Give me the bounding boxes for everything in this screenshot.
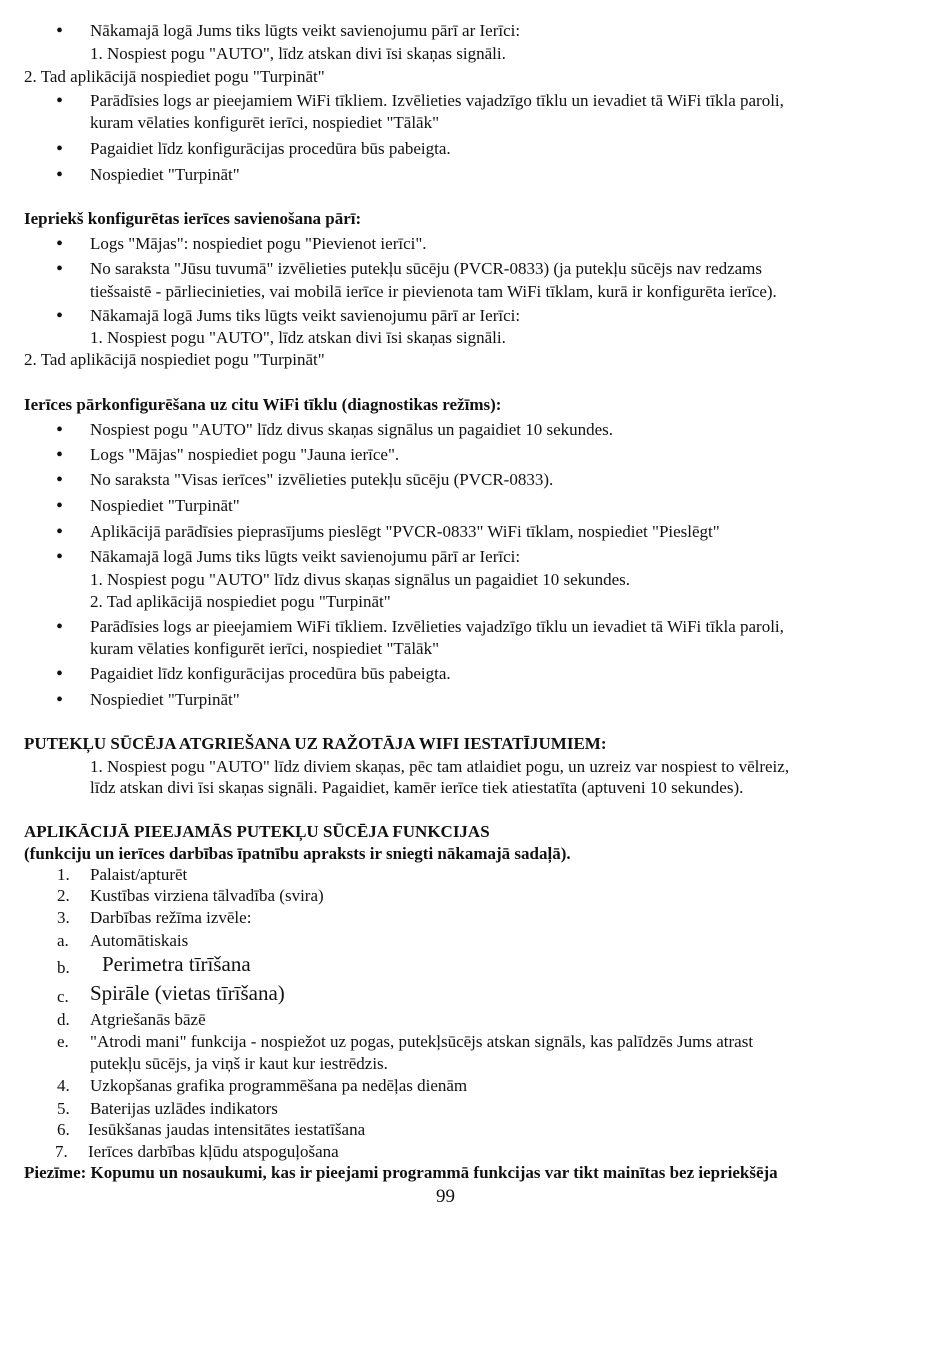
list-letter: e. [57, 1032, 69, 1051]
bullet-item [90, 444, 399, 466]
text-line: Nākamajā logā Jums tiks lūgts veikt savienojumu pārī ar Ierīci: [90, 21, 521, 40]
note-text: Piezīme: Kopumu un nosaukumi, kas ir pieejami programmā funkcijas var tikt mainītas bez iepriekšēja [24, 1163, 778, 1182]
list-item-continuation: putekļu sūcējs, ja viņš ir kaut kur iestrēdzis. [90, 1054, 388, 1073]
list-number: 2. [57, 886, 70, 905]
bullet-item [90, 495, 240, 517]
section-heading: PUTEKĻU SŪCĒJA ATGRIEŠANA UZ RAŽOTĀJA WIFI IESTATĪJUMIEM: [24, 734, 607, 753]
text-line: Logs "Mājas" nospiediet pogu "Jauna ierīce". [90, 445, 400, 464]
text-line: Nospiediet "Turpināt" [90, 690, 240, 709]
text-line: kuram vēlaties konfigurēt ierīci, nospiediet "Tālāk" [90, 639, 440, 658]
bullet-item [90, 469, 553, 491]
text-line: tiešsaistē - pārliecinieties, vai mobilā ierīce ir pievienota tam WiFi tīklam, kurā ir konfigurēta ierīce). [90, 282, 777, 301]
text-line: Aplikācijā parādīsies pieprasījums pieslēgt "PVCR-0833" WiFi tīklam, nospiediet "Pieslēgt" [90, 522, 720, 541]
text-line: Nospiediet "Turpināt" [90, 165, 240, 184]
list-letter: b. [57, 958, 70, 977]
list-number: 7. [55, 1142, 68, 1161]
bullet-item [90, 305, 520, 327]
list-item: Darbības režīma izvēle: [90, 908, 252, 927]
text-line: 1. Nospiest pogu "AUTO", līdz atskan divi īsi skaņas signāli. [90, 44, 506, 63]
text-line: 2. Tad aplikācijā nospiediet pogu "Turpināt" [24, 350, 325, 369]
text-line: No saraksta "Visas ierīces" izvēlieties putekļu sūcēju (PVCR-0833). [90, 470, 554, 489]
bullet-item [90, 689, 240, 711]
bullet-item [90, 616, 784, 638]
list-item: "Atrodi mani" funkcija - nospiežot uz pogas, putekļsūcējs atskan signāls, kas palīdzēs Jums atrast [90, 1032, 754, 1051]
list-letter: a. [57, 931, 69, 950]
text-line: Logs "Mājas": nospiediet pogu "Pievienot ierīci". [90, 234, 427, 253]
list-number: 5. [57, 1099, 70, 1118]
text-line: Pagaidiet līdz konfigurācijas procedūra būs pabeigta. [90, 664, 451, 683]
text-line: 2. Tad aplikācijā nospiediet pogu "Turpināt" [90, 592, 391, 611]
list-item: Palaist/apturēt [90, 865, 188, 884]
bullet-item [90, 419, 613, 441]
list-number: 6. [57, 1120, 70, 1139]
section-heading: Ierīces pārkonfigurēšana uz citu WiFi tīklu (diagnostikas režīms): [24, 395, 502, 414]
bullet-item [90, 90, 784, 112]
bullet-item [90, 138, 451, 160]
list-item: Baterijas uzlādes indikators [90, 1099, 278, 1118]
bullet-item [90, 521, 720, 543]
text-line: 1. Nospiest pogu "AUTO" līdz divus skaņas signālus un pagaidiet 10 sekundes. [90, 570, 631, 589]
text-line: Nākamajā logā Jums tiks lūgts veikt savienojumu pārī ar Ierīci: [90, 547, 521, 566]
text-line: 2. Tad aplikācijā nospiediet pogu "Turpināt" [24, 67, 325, 86]
list-item: Uzkopšanas grafika programmēšana pa nedēļas dienām [90, 1076, 468, 1095]
list-number: 4. [57, 1076, 70, 1095]
bullet-item [90, 663, 451, 685]
text-line: kuram vēlaties konfigurēt ierīci, nospiediet "Tālāk" [90, 113, 440, 132]
list-item: Spirāle (vietas tīrīšana) [90, 981, 285, 1005]
text-line: Nospiediet "Turpināt" [90, 496, 240, 515]
bullet-item [90, 233, 427, 255]
list-item: Atgriešanās bāzē [90, 1010, 206, 1029]
page-number: 99 [436, 1186, 455, 1207]
list-item: Ierīces darbības kļūdu atspoguļošana [88, 1142, 339, 1161]
list-number: 3. [57, 908, 70, 927]
text-line: No saraksta "Jūsu tuvumā" izvēlieties putekļu sūcēju (PVCR-0833) (ja putekļu sūcējs nav redzams [90, 259, 763, 278]
section-heading: APLIKĀCIJĀ PIEEJAMĀS PUTEKĻU SŪCĒJA FUNKCIJAS [24, 822, 490, 841]
text-line: Parādīsies logs ar pieejamiem WiFi tīkliem. Izvēlieties vajadzīgo tīklu un ievadiet tā WiFi tīkla paroli, [90, 617, 784, 636]
bullet-item [90, 20, 520, 42]
section-subheading: (funkciju un ierīces darbības īpatnību apraksts ir sniegti nākamajā sadaļā). [24, 844, 571, 863]
list-item: Iesūkšanas jaudas intensitātes iestatīšana [88, 1120, 366, 1139]
list-number: 1. [57, 865, 70, 884]
bullet-item [90, 258, 762, 280]
bullet-item [90, 546, 520, 568]
list-letter: d. [57, 1010, 70, 1029]
list-item: Automātiskais [90, 931, 189, 950]
section-heading: Iepriekš konfigurētas ierīces savienošana pārī: [24, 209, 362, 228]
text-line: Parādīsies logs ar pieejamiem WiFi tīkliem. Izvēlieties vajadzīgo tīklu un ievadiet tā WiFi tīkla paroli, [90, 91, 784, 110]
text-line: Nospiest pogu "AUTO" līdz divus skaņas signālus un pagaidiet 10 sekundes. [90, 420, 614, 439]
text-line: 1. Nospiest pogu "AUTO", līdz atskan divi īsi skaņas signāli. [90, 328, 506, 347]
list-item: Kustības virziena tālvadība (svira) [90, 886, 324, 905]
list-item: Perimetra tīrīšana [102, 952, 251, 976]
list-letter: c. [57, 987, 69, 1006]
text-line: Nākamajā logā Jums tiks lūgts veikt savienojumu pārī ar Ierīci: [90, 306, 521, 325]
text-line: līdz atskan divi īsi skaņas signāli. Pagaidiet, kamēr ierīce tiek atiestatīta (aptuveni 10 sekundes). [90, 778, 744, 797]
bullet-item [90, 164, 240, 186]
text-line: 1. Nospiest pogu "AUTO" līdz diviem skaņas, pēc tam atlaidiet pogu, un uzreiz var nospiest to vēlreiz, [90, 757, 790, 776]
text-line: Pagaidiet līdz konfigurācijas procedūra būs pabeigta. [90, 139, 451, 158]
